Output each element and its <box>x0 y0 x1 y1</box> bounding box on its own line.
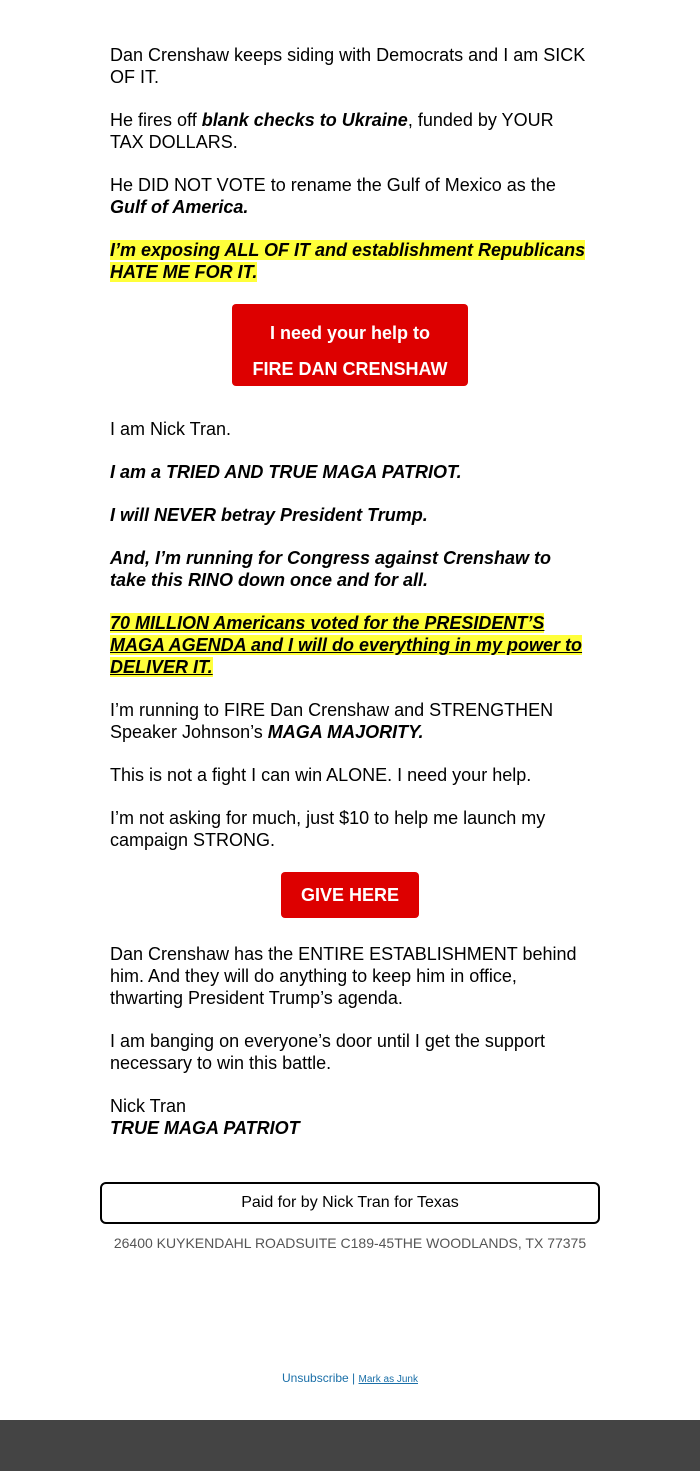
paid-for-box: Paid for by Nick Tran for Texas <box>100 1182 600 1224</box>
text-span: I’m running to FIRE Dan Crenshaw and STRENGTHEN Speaker Johnson’s <box>110 700 554 742</box>
paragraph-ukraine <box>110 109 590 153</box>
footer-links <box>0 1371 700 1385</box>
bottom-bar <box>0 1420 700 1471</box>
paragraph-sick-of-it: Dan Crenshaw keeps siding with Democrats and I am SICK OF IT. <box>110 45 586 87</box>
paragraph-patriot: I am a TRIED AND TRUE MAGA PATRIOT. <box>110 462 462 482</box>
highlight-exposing: I’m exposing ALL OF IT and establishment Republicans HATE ME FOR IT. <box>110 240 586 282</box>
link-separator: | <box>348 1371 359 1385</box>
paragraph-never-betray: I will NEVER betray President Trump. <box>110 505 428 525</box>
paragraph-establishment: Dan Crenshaw has the ENTIRE ESTABLISHMENT behind him. And they will do anything to keep him in office, thwarting President Trump’s agenda. <box>110 944 577 1008</box>
fire-button-line1: I need your help to <box>269 323 430 343</box>
email-body <box>110 44 590 1139</box>
fire-dan-crenshaw-button[interactable] <box>232 304 468 386</box>
unsubscribe-link[interactable]: Unsubscribe <box>282 1371 349 1385</box>
emphasis-maga-majority: MAGA MAJORITY. <box>267 722 424 742</box>
paragraph-exposing <box>110 239 590 283</box>
text-span: He fires off <box>110 110 202 130</box>
signature <box>110 1095 590 1139</box>
highlight-70-million: 70 MILLION Americans voted for the PRESIDENT’S MAGA AGENDA and I will do everything in my power to DELIVER IT. <box>110 613 583 677</box>
text-span: , funded by YOUR TAX DOLLARS. <box>110 110 554 152</box>
paragraph-ask: I’m not asking for much, just $10 to help me launch my campaign STRONG. <box>110 808 546 850</box>
fire-button-line2: FIRE DAN CRENSHAW <box>252 359 448 379</box>
mark-as-junk-link[interactable]: Mark as Junk <box>358 1374 418 1385</box>
signature-title: TRUE MAGA PATRIOT <box>110 1118 300 1138</box>
emphasis-gulf: Gulf of America. <box>110 197 249 217</box>
paragraph-strengthen <box>110 699 590 743</box>
paragraph-alone: This is not a fight I can win ALONE. I need your help. <box>110 765 532 785</box>
paragraph-running: And, I’m running for Congress against Crenshaw to take this RINO down once and for all. <box>110 548 552 590</box>
emphasis-ukraine: blank checks to Ukraine <box>201 110 408 130</box>
mailing-address: 26400 KUYKENDAHL ROADSUITE C189-45THE WOODLANDS, TX 77375 <box>113 1235 587 1251</box>
give-button-wrap <box>110 872 590 918</box>
paragraph-banging: I am banging on everyone’s door until I get the support necessary to win this battle. <box>110 1031 545 1073</box>
signature-name: Nick Tran <box>110 1096 187 1116</box>
paragraph-intro: I am Nick Tran. <box>110 419 232 439</box>
fire-button-wrap <box>110 304 590 386</box>
text-span: He DID NOT VOTE to rename the Gulf of Mexico as the <box>110 175 556 195</box>
paragraph-70-million <box>110 612 590 678</box>
give-here-button[interactable]: GIVE HERE <box>281 872 419 918</box>
paragraph-gulf <box>110 174 590 218</box>
